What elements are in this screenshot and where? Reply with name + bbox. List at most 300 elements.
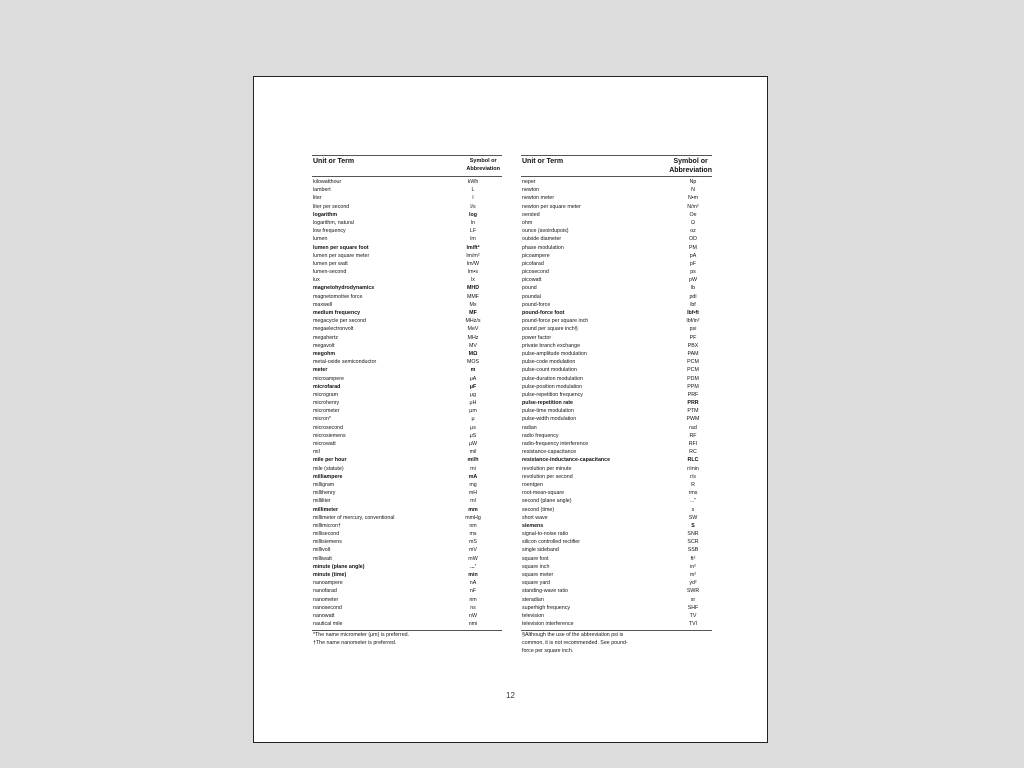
table-row <box>312 563 502 571</box>
table-row <box>312 399 502 407</box>
unit-symbol: m <box>470 367 476 374</box>
unit-symbol: PM <box>689 244 697 251</box>
unit-symbol: lbf <box>690 301 696 308</box>
table-row <box>521 244 712 252</box>
unit-term: ounce (avoirdupois) <box>522 228 569 235</box>
unit-symbol: PTM <box>687 408 699 415</box>
unit-term: resistance-inductance-capacitance <box>522 457 611 464</box>
unit-symbol: R <box>691 481 695 488</box>
unit-term: mile per hour <box>313 457 347 464</box>
unit-term: magnetohydrodynamics <box>313 285 375 292</box>
unit-term: megohm <box>313 350 336 357</box>
unit-symbol: ...' <box>470 563 476 570</box>
table-row <box>521 186 712 194</box>
unit-term: nautical mile <box>313 621 343 628</box>
unit-term: second (plane angle) <box>522 498 572 505</box>
table-row <box>521 178 712 186</box>
unit-term: lumen per square foot <box>313 244 369 251</box>
table-row <box>312 383 502 391</box>
unit-symbol: lm/ft² <box>466 244 480 251</box>
table-row <box>521 612 712 620</box>
table-row <box>521 342 712 350</box>
table-row <box>312 350 502 358</box>
unit-symbol: nmi <box>468 621 478 628</box>
table-row <box>312 612 502 620</box>
unit-symbol: S <box>691 522 695 529</box>
unit-symbol: ms <box>469 531 477 538</box>
unit-term: lumen per square meter <box>313 252 370 259</box>
unit-symbol: lbf/in² <box>686 318 700 325</box>
unit-term: pulse-repetition frequency <box>522 391 583 398</box>
unit-symbol: OD <box>689 236 697 243</box>
unit-term: short wave <box>522 514 548 521</box>
unit-term: pulse-duration modulation <box>522 375 583 382</box>
table-row <box>312 219 502 227</box>
table-row <box>312 293 502 301</box>
unit-symbol: rms <box>688 490 698 497</box>
unit-symbol: μm <box>469 408 477 415</box>
unit-term: pulse-time modulation <box>522 408 574 415</box>
table-row <box>521 432 712 440</box>
unit-symbol: μW <box>468 441 478 447</box>
unit-term: minute (plane angle) <box>313 563 365 570</box>
document-page <box>253 76 768 743</box>
unit-symbol: mil <box>469 449 477 456</box>
unit-term: revolution per second <box>522 473 573 480</box>
unit-term: megacycle per second <box>313 318 366 325</box>
unit-term: maxwell <box>313 301 333 308</box>
unit-term: low frequency <box>313 228 346 235</box>
unit-term: liter per second <box>313 203 350 210</box>
unit-symbol: SCR <box>687 539 699 546</box>
unit-symbol: pW <box>689 277 697 284</box>
page-number: 12 <box>506 691 515 700</box>
unit-term: megaelectronvolt <box>313 326 354 333</box>
unit-term: millimeter <box>313 506 339 513</box>
unit-term: liter <box>313 195 322 202</box>
unit-symbol: lbf•ft <box>687 310 699 316</box>
table-row <box>521 579 712 587</box>
unit-symbol: μH <box>469 400 477 407</box>
unit-term: square meter <box>522 572 554 578</box>
table-row <box>312 211 502 219</box>
table-row <box>312 481 502 489</box>
table-row <box>521 563 712 571</box>
table-row <box>312 407 502 415</box>
left-table-rows <box>312 178 502 628</box>
table-row <box>521 596 712 604</box>
table-row <box>312 391 502 399</box>
table-row <box>521 383 712 391</box>
unit-term: radian <box>522 424 537 431</box>
unit-term: outside diameter <box>522 236 562 243</box>
unit-symbol: pF <box>689 260 697 267</box>
unit-term: millivolt <box>313 547 331 554</box>
unit-term: nanoampere <box>313 580 343 587</box>
table-row <box>521 424 712 432</box>
unit-term: kilowatthour <box>313 179 342 185</box>
unit-term: superhigh frequency <box>522 604 570 611</box>
unit-term: millimicron† <box>313 522 341 529</box>
table-row <box>312 317 502 325</box>
unit-term: millihenry <box>313 490 336 497</box>
unit-symbol: PCM <box>687 367 699 374</box>
unit-term: picowatt <box>522 277 542 284</box>
table-row <box>521 506 712 514</box>
unit-term: television interference <box>522 621 574 628</box>
unit-symbol: RFI <box>688 441 698 447</box>
unit-term: pulse-repetition rate <box>522 400 573 407</box>
unit-symbol: PRF <box>687 391 699 398</box>
table-row <box>312 620 502 628</box>
unit-symbol: N/m² <box>687 203 699 210</box>
table-row <box>521 276 712 284</box>
table-row <box>521 530 712 538</box>
table-row <box>312 186 502 194</box>
table-row <box>312 571 502 579</box>
unit-symbol: L <box>471 187 475 194</box>
unit-term: root-mean-square <box>522 490 565 497</box>
unit-term: picofarad <box>522 260 544 267</box>
unit-symbol: SNR <box>687 531 699 538</box>
table-row <box>312 415 502 423</box>
unit-term: television <box>522 612 545 619</box>
table-row <box>521 358 712 366</box>
unit-term: megahertz <box>313 334 339 341</box>
unit-term: medium frequency <box>313 310 361 316</box>
unit-term: megavolt <box>313 342 335 349</box>
table-row <box>521 211 712 219</box>
unit-term: minute (time) <box>313 572 347 578</box>
unit-term: newton per square meter <box>522 203 581 210</box>
left-header-symbol-line1: Symbol or <box>469 158 497 164</box>
unit-symbol: Mx <box>469 301 477 308</box>
unit-term: nanowatt <box>313 612 335 619</box>
table-row <box>521 391 712 399</box>
unit-term: pound per square inch§ <box>522 326 578 333</box>
unit-term: neper <box>522 179 536 185</box>
table-row <box>521 555 712 563</box>
unit-symbol: in² <box>690 563 696 570</box>
unit-term: poundal <box>522 293 541 300</box>
unit-symbol: Oe <box>689 211 697 218</box>
unit-symbol: ..." <box>689 498 697 505</box>
right-header-symbol <box>669 157 712 175</box>
unit-term: metal-oxide semiconductor <box>313 359 377 366</box>
unit-symbol: lb <box>690 285 696 292</box>
table-row <box>312 276 502 284</box>
table-row <box>312 334 502 342</box>
right-table-header <box>521 155 712 177</box>
unit-symbol: ft² <box>690 555 696 562</box>
unit-term: pound-force foot <box>522 310 565 316</box>
unit-symbol: TV <box>689 612 697 619</box>
table-row <box>521 399 712 407</box>
table-row <box>521 375 712 383</box>
unit-symbol: RLC <box>687 457 699 464</box>
table-row <box>312 252 502 260</box>
table-row <box>521 489 712 497</box>
unit-symbol: rad <box>689 424 697 431</box>
unit-term: microampere <box>313 375 344 382</box>
unit-term: radio-frequency interference <box>522 441 589 447</box>
table-row <box>312 260 502 268</box>
table-row <box>521 440 712 448</box>
unit-symbol: Np <box>689 179 697 185</box>
right-footnote-2: common, it is not recommended. See pound- <box>522 640 628 647</box>
unit-term: milligram <box>313 481 335 488</box>
unit-symbol: lm•s <box>467 269 479 276</box>
table-row <box>312 301 502 309</box>
unit-symbol: l <box>472 195 474 202</box>
table-row <box>521 284 712 292</box>
table-row <box>521 219 712 227</box>
table-row <box>312 538 502 546</box>
unit-term: nanometer <box>313 596 339 603</box>
unit-symbol: PWM <box>686 416 700 423</box>
table-row <box>521 235 712 243</box>
table-row <box>312 178 502 186</box>
unit-term: millisecond <box>313 531 340 538</box>
unit-term: newton meter <box>522 195 555 202</box>
right-table <box>521 155 712 655</box>
table-row <box>521 227 712 235</box>
table-row <box>312 579 502 587</box>
unit-symbol: Ω <box>691 219 695 226</box>
table-row <box>312 284 502 292</box>
left-table <box>312 155 502 647</box>
unit-symbol: mmHg <box>465 514 481 521</box>
unit-symbol: sr <box>690 596 696 603</box>
unit-term: micron* <box>313 416 331 423</box>
left-footnote-1: *The name micrometer (μm) is preferred. <box>313 632 410 639</box>
unit-term: logarithm <box>313 211 338 218</box>
unit-term: pulse-count modulation <box>522 367 577 374</box>
unit-term: microsecond <box>313 424 344 431</box>
unit-symbol: lm/m² <box>466 252 480 259</box>
unit-term: single sideband <box>522 547 559 554</box>
table-row <box>312 244 502 252</box>
table-row <box>312 514 502 522</box>
left-table-header <box>312 155 502 177</box>
table-row <box>521 334 712 342</box>
unit-symbol: nA <box>469 580 477 587</box>
unit-symbol: μs <box>470 424 476 431</box>
unit-term: square foot <box>522 555 549 562</box>
table-row <box>521 514 712 522</box>
unit-symbol: PBX <box>687 342 699 349</box>
table-row <box>521 293 712 301</box>
unit-symbol: lx <box>471 277 475 284</box>
unit-term: power factor <box>522 334 552 341</box>
unit-term: microgram <box>313 391 339 398</box>
table-row <box>521 260 712 268</box>
unit-symbol: kWh <box>467 179 479 185</box>
unit-term: lux <box>313 277 320 284</box>
unit-symbol: MHz/s <box>465 318 481 325</box>
unit-term: silicon controlled rectifier <box>522 539 580 546</box>
unit-symbol: nW <box>469 612 477 619</box>
unit-symbol: LF <box>469 228 477 235</box>
left-header-symbol-line2: Abbreviation <box>466 166 500 172</box>
unit-term: pulse-width modulation <box>522 416 577 423</box>
table-row <box>521 415 712 423</box>
table-row <box>312 506 502 514</box>
table-row <box>521 317 712 325</box>
unit-symbol: mi <box>470 465 476 472</box>
unit-symbol: ps <box>690 269 696 276</box>
right-footnote-3: force per square inch. <box>522 648 574 655</box>
unit-symbol: ns <box>470 604 476 611</box>
table-row <box>521 301 712 309</box>
unit-term: pound-force <box>522 301 551 308</box>
table-row <box>312 268 502 276</box>
unit-term: lumen per watt <box>313 260 348 267</box>
table-row <box>312 375 502 383</box>
unit-symbol: MeV <box>467 326 479 333</box>
unit-symbol: pdl <box>689 293 697 300</box>
unit-term: logarithm, natural <box>313 219 354 226</box>
table-row <box>312 456 502 464</box>
unit-symbol: SW <box>688 514 698 521</box>
table-row <box>312 522 502 530</box>
unit-term: signal-to-noise ratio <box>522 531 569 538</box>
table-row <box>521 448 712 456</box>
table-row <box>312 546 502 554</box>
unit-symbol: MOS <box>466 359 480 366</box>
unit-symbol: r/min <box>687 465 699 472</box>
unit-term: magnetomotive force <box>313 293 363 300</box>
unit-symbol: log <box>469 211 477 218</box>
table-row <box>521 325 712 333</box>
unit-symbol: ml <box>470 498 476 505</box>
table-row <box>312 309 502 317</box>
unit-term: pulse-position modulation <box>522 383 583 390</box>
unit-term: nanofarad <box>313 588 337 595</box>
unit-symbol: SHF <box>687 604 699 611</box>
table-row <box>312 366 502 374</box>
table-row <box>312 203 502 211</box>
table-row <box>312 489 502 497</box>
left-footnote-2: †The name nanometer is preferred. <box>313 640 397 647</box>
unit-symbol: PAM <box>687 350 699 357</box>
unit-symbol: oz <box>690 228 696 235</box>
table-row <box>521 350 712 358</box>
unit-term: meter <box>313 367 328 374</box>
table-row <box>521 571 712 579</box>
right-header-symbol-line2: Abbreviation <box>669 167 712 174</box>
unit-term: square yard <box>522 580 550 587</box>
unit-symbol: min <box>468 572 478 578</box>
unit-term: millisiemens <box>313 539 342 546</box>
unit-symbol: N <box>691 187 695 194</box>
table-row <box>312 497 502 505</box>
table-row <box>521 522 712 530</box>
unit-symbol: PCM <box>687 359 699 366</box>
table-row <box>521 203 712 211</box>
unit-symbol: MHD <box>466 285 480 292</box>
unit-term: mil <box>313 449 320 456</box>
table-row <box>312 465 502 473</box>
right-header-term: Unit or Term <box>522 158 564 165</box>
table-row <box>312 194 502 202</box>
table-row <box>521 497 712 505</box>
table-row <box>521 366 712 374</box>
unit-symbol: MF <box>469 310 477 316</box>
left-header-symbol <box>466 157 500 173</box>
table-row <box>312 325 502 333</box>
table-row <box>312 555 502 563</box>
unit-term: microfarad <box>313 383 341 390</box>
right-footnote-1: §Although the use of the abbreviation psi is <box>522 632 624 639</box>
unit-symbol: PF <box>689 334 697 341</box>
table-row <box>521 252 712 260</box>
table-row <box>312 235 502 243</box>
unit-term: millimeter of mercury, conventional <box>313 514 395 521</box>
unit-term: milliampere <box>313 473 343 480</box>
unit-symbol: PRR <box>687 400 699 407</box>
unit-term: pound <box>522 285 537 292</box>
unit-symbol: nF <box>469 588 477 595</box>
unit-symbol: μA <box>469 375 477 382</box>
unit-symbol: mW <box>468 555 478 562</box>
unit-symbol: μF <box>469 383 477 390</box>
table-row <box>521 620 712 628</box>
unit-symbol: ln <box>470 219 476 226</box>
unit-term: microwatt <box>313 441 336 447</box>
unit-term: microhenry <box>313 400 340 407</box>
table-row <box>312 424 502 432</box>
table-row <box>521 473 712 481</box>
table-row <box>312 587 502 595</box>
table-row <box>312 432 502 440</box>
unit-term: mile (statute) <box>313 465 344 472</box>
unit-term: standing-wave ratio <box>522 588 568 595</box>
unit-symbol: mA <box>468 473 478 480</box>
unit-term: lambert <box>313 187 331 194</box>
table-row <box>521 456 712 464</box>
table-row <box>521 194 712 202</box>
unit-symbol: mS <box>469 539 477 546</box>
unit-symbol: μ <box>471 416 475 423</box>
unit-symbol: TVI <box>688 621 698 628</box>
unit-term: pound-force per square inch <box>522 318 589 325</box>
unit-term: microsiemens <box>313 432 346 439</box>
unit-symbol: lm/W <box>466 260 480 267</box>
unit-symbol: RF <box>689 432 697 439</box>
table-row <box>521 481 712 489</box>
unit-term: siemens <box>522 522 544 529</box>
right-header-symbol-line1: Symbol or <box>673 158 708 165</box>
unit-term: oersted <box>522 211 540 218</box>
unit-term: revolution per minute <box>522 465 572 472</box>
unit-symbol: μg <box>470 391 476 398</box>
unit-symbol: MMF <box>466 293 480 300</box>
table-row <box>521 587 712 595</box>
left-header-term: Unit or Term <box>313 158 355 165</box>
unit-symbol: PDM <box>687 375 699 382</box>
unit-term: picosecond <box>522 269 549 276</box>
unit-symbol: mV <box>469 547 477 554</box>
unit-symbol: N•m <box>687 195 699 202</box>
unit-symbol: mm <box>468 506 478 513</box>
unit-symbol: SWR <box>686 588 700 595</box>
unit-term: lumen <box>313 236 328 243</box>
unit-symbol: mg <box>469 481 477 488</box>
unit-term: ohm <box>522 219 533 226</box>
table-row <box>521 546 712 554</box>
unit-term: pulse-code modulation <box>522 359 576 366</box>
